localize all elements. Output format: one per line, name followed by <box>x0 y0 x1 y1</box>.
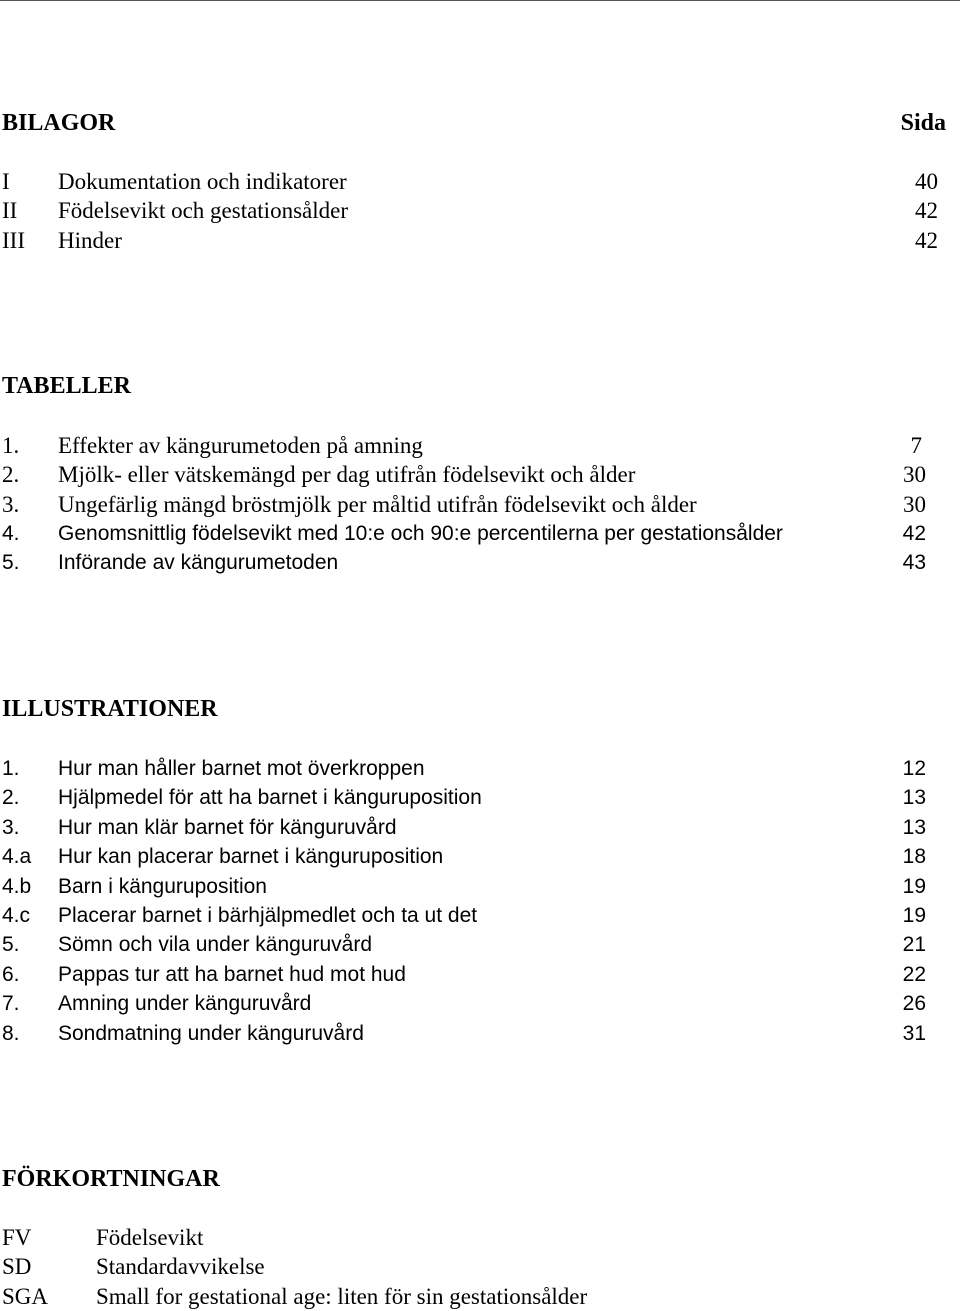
item-page: 13 <box>902 786 926 810</box>
abbreviation: FV <box>2 1225 32 1250</box>
item-title: Pappas tur att ha barnet hud mot hud <box>58 962 406 986</box>
list-item <box>2 1282 942 1311</box>
item-number: 4. <box>2 522 20 545</box>
item-title: Hur kan placerar barnet i känguruposition <box>58 845 444 869</box>
list-item <box>2 930 942 959</box>
illustrationer-heading: ILLUSTRATIONER <box>2 696 218 722</box>
item-number: 2. <box>2 786 20 810</box>
item-title: Sondmatning under känguruvård <box>58 1021 364 1045</box>
tabeller-list <box>2 431 942 519</box>
list-item <box>2 460 942 489</box>
item-title: Dokumentation och indikatorer <box>58 169 347 194</box>
abbreviation: SGA <box>2 1283 49 1309</box>
item-number: 3. <box>2 815 20 839</box>
item-page: 30 <box>903 462 926 488</box>
item-page: 43 <box>902 551 926 575</box>
item-number: 3. <box>2 491 20 517</box>
list-item <box>2 548 942 577</box>
item-title: Hjälpmedel för att ha barnet i känguruposition <box>58 786 482 810</box>
item-title: Amning under känguruvård <box>58 992 312 1016</box>
item-title: Hur man klär barnet för känguruvård <box>58 815 397 839</box>
item-number: 8. <box>2 1021 20 1045</box>
item-number: 5. <box>2 933 20 957</box>
list-item <box>2 813 942 842</box>
item-page: 7 <box>910 433 922 458</box>
list-item <box>2 989 942 1018</box>
tabeller-list-continued <box>2 519 942 578</box>
list-item <box>2 431 942 460</box>
forkortningar-heading: FÖRKORTNINGAR <box>2 1166 220 1192</box>
list-item <box>2 960 942 989</box>
illustrationer-list <box>2 754 942 1048</box>
list-item <box>2 872 942 901</box>
item-page: 21 <box>902 933 926 957</box>
list-item <box>2 1252 942 1281</box>
item-number: 1. <box>2 433 20 458</box>
item-title: Födelsevikt och gestationsålder <box>58 198 348 224</box>
item-number: II <box>2 198 18 224</box>
item-number: 1. <box>2 757 20 780</box>
item-title: Hinder <box>58 227 122 253</box>
item-page: 12 <box>902 757 926 780</box>
item-number: 4.b <box>2 874 32 898</box>
page-column-label: Sida <box>900 110 946 136</box>
list-item <box>2 783 942 812</box>
abbreviation-meaning: Standardavvikelse <box>96 1254 265 1280</box>
item-page: 26 <box>902 992 926 1016</box>
item-page: 30 <box>903 491 926 517</box>
list-item <box>2 754 942 783</box>
abbreviation-meaning: Small for gestational age: liten för sin gestationsålder <box>96 1283 588 1309</box>
item-title: Barn i känguruposition <box>58 874 267 898</box>
item-page: 19 <box>902 903 926 927</box>
item-page: 42 <box>902 522 926 545</box>
list-item <box>2 1223 942 1252</box>
item-number: 6. <box>2 962 20 986</box>
abbreviation-meaning: Födelsevikt <box>96 1225 204 1250</box>
item-page: 31 <box>902 1021 926 1045</box>
item-title: Mjölk- eller vätskemängd per dag utifrån födelsevikt och ålder <box>58 462 636 488</box>
bilagor-list <box>2 167 942 255</box>
list-item <box>2 167 942 196</box>
list-item <box>2 519 942 548</box>
list-item <box>2 490 942 519</box>
item-title: Genomsnittlig födelsevikt med 10:e och 90:e percentilerna per gestationsålder <box>58 522 783 545</box>
item-number: 2. <box>2 462 20 488</box>
list-item <box>2 901 942 930</box>
forkortningar-list <box>2 1223 942 1311</box>
item-page: 40 <box>915 169 938 194</box>
item-page: 13 <box>902 815 926 839</box>
item-title: Effekter av kängurumetoden på amning <box>58 433 423 458</box>
item-page: 19 <box>902 874 926 898</box>
list-item <box>2 196 942 225</box>
item-title: Hur man håller barnet mot överkroppen <box>58 757 425 780</box>
item-number: 5. <box>2 551 20 575</box>
abbreviation: SD <box>2 1254 32 1280</box>
item-page: 18 <box>902 845 926 869</box>
list-item <box>2 842 942 871</box>
item-page: 42 <box>915 227 938 253</box>
list-item <box>2 1019 942 1048</box>
list-item <box>2 226 942 255</box>
item-page: 22 <box>902 962 926 986</box>
item-page: 42 <box>915 198 938 224</box>
item-number: I <box>2 169 10 194</box>
item-title: Införande av kängurumetoden <box>58 551 339 575</box>
item-number: 4.a <box>2 845 32 869</box>
item-number: III <box>2 227 25 253</box>
item-title: Placerar barnet i bärhjälpmedlet och ta ut det <box>58 903 478 927</box>
bilagor-heading: BILAGOR <box>2 110 116 136</box>
top-rule <box>0 0 960 1</box>
item-title: Sömn och vila under känguruvård <box>58 933 373 957</box>
item-number: 7. <box>2 992 20 1016</box>
tabeller-heading: TABELLER <box>2 373 131 399</box>
item-title: Ungefärlig mängd bröstmjölk per måltid utifrån födelsevikt och ålder <box>58 491 697 517</box>
item-number: 4.c <box>2 903 31 927</box>
